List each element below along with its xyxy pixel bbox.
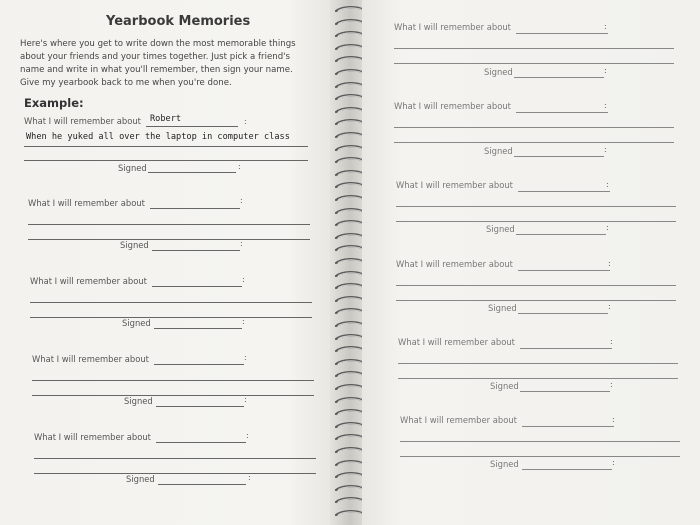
signed-label: Signed [488,303,517,313]
colon: : [242,275,245,284]
spiral-coil [335,308,365,314]
spiral-coil [335,359,365,365]
memory-line[interactable] [400,456,680,457]
spiral-coil [335,132,365,138]
spiral-coil [335,195,365,201]
intro-line: name and write in what you'll remember, then sign your name. [20,65,293,75]
colon: : [604,145,607,154]
colon: : [612,415,615,424]
signature-blank[interactable] [514,156,604,157]
spiral-coil [335,472,365,478]
signature-blank[interactable] [514,77,604,78]
spiral-coil [335,397,365,403]
spiral-coil [335,321,365,327]
memory-line[interactable] [30,302,312,303]
signature-blank[interactable] [152,250,240,251]
intro-line: about your friends and your times together. Just pick a friend's [20,52,290,62]
colon: : [604,101,607,110]
colon: : [612,458,615,467]
spiral-coil [335,233,365,239]
colon: : [244,117,247,126]
memory-line[interactable] [34,473,316,474]
page-title: Yearbook Memories [106,14,251,29]
name-blank[interactable] [522,426,614,427]
memory-line[interactable] [28,239,310,240]
memory-line[interactable] [398,363,678,364]
intro-line: Give my yearbook back to me when you're done. [20,78,232,88]
signed-label: Signed [484,67,513,77]
memory-line[interactable] [394,48,674,49]
entry-prompt[interactable]: What I will remember about [34,432,151,442]
memory-line[interactable] [28,224,310,225]
memory-line[interactable] [394,127,674,128]
colon: : [610,380,613,389]
signed-label: Signed [490,381,519,391]
spiral-coil [335,145,365,151]
colon: : [610,337,613,346]
intro-text [20,38,320,90]
memory-line[interactable] [394,142,674,143]
colon: : [608,259,611,268]
memory-line[interactable] [32,380,314,381]
spiral-coil [335,182,365,188]
intro-line: Here's where you get to write down the most memorable things [20,39,296,49]
memory-text: When he yuked all over the laptop in computer class [26,132,290,142]
spiral-coil [335,170,365,176]
spiral-coil [335,119,365,125]
right-page [362,0,700,525]
spiral-coil [335,434,365,440]
signature-blank[interactable] [520,391,610,392]
name-blank[interactable] [150,208,240,209]
colon: : [246,431,249,440]
signed-label: Signed [122,318,151,328]
signed-label: Signed [118,163,147,173]
spiral-coil [335,283,365,289]
memory-line[interactable] [30,317,312,318]
name-blank [146,126,238,127]
colon: : [248,473,251,482]
spiral-coil [335,157,365,163]
signed-label: Signed [486,224,515,234]
spiral-coil [335,371,365,377]
colon: : [606,223,609,232]
signature-blank[interactable] [516,234,606,235]
left-page [0,0,338,525]
spiral-coil [335,422,365,428]
entry-prompt[interactable]: What I will remember about [394,101,511,111]
spiral-coil [335,245,365,251]
spiral-coil [335,44,365,50]
colon: : [244,395,247,404]
colon: : [606,180,609,189]
name-blank[interactable] [516,112,608,113]
entry-prompt: What I will remember about [24,116,141,126]
memory-line[interactable] [398,378,678,379]
colon: : [242,317,245,326]
signature-blank[interactable] [158,484,246,485]
entry-prompt[interactable]: What I will remember about [32,354,149,364]
signed-label: Signed [120,240,149,250]
spiral-coil [335,460,365,466]
spiral-coil [335,6,365,12]
colon: : [608,302,611,311]
spiral-coil [335,334,365,340]
memory-line[interactable] [396,206,676,207]
memory-line[interactable] [396,285,676,286]
entry-prompt[interactable]: What I will remember about [396,180,513,190]
spiral-coil [335,208,365,214]
name-blank[interactable] [518,191,610,192]
entry-prompt[interactable]: What I will remember about [398,337,515,347]
spiral-coil [335,258,365,264]
signature-blank[interactable] [154,328,242,329]
signature-blank[interactable] [522,469,612,470]
spiral-coil [335,497,365,503]
entry-prompt[interactable]: What I will remember about [396,259,513,269]
signature-blank[interactable] [156,406,244,407]
colon: : [240,196,243,205]
memory-line[interactable] [396,300,676,301]
memory-line[interactable] [32,395,314,396]
spiral-coil [335,271,365,277]
spiral-coil [335,447,365,453]
spiral-coil [335,384,365,390]
entry-prompt[interactable]: What I will remember about [394,22,511,32]
spiral-coil [335,19,365,25]
example-heading: Example: [24,96,84,110]
spiral-coil [335,107,365,113]
name-blank[interactable] [152,286,242,287]
spiral-coil [335,409,365,415]
spiral-coil [335,485,365,491]
spiral-coil [335,510,365,516]
entry-prompt[interactable]: What I will remember about [28,198,145,208]
memory-line[interactable] [400,441,680,442]
colon: : [604,66,607,75]
colon: : [240,239,243,248]
entry-prompt[interactable]: What I will remember about [400,415,517,425]
name-blank[interactable] [154,364,244,365]
spiral-coil [335,82,365,88]
signed-label: Signed [484,146,513,156]
spiral-coil [335,346,365,352]
memory-line [24,146,308,147]
memory-line [24,160,308,161]
colon: : [238,162,241,171]
signature-blank[interactable] [518,313,608,314]
entry-prompt[interactable]: What I will remember about [30,276,147,286]
colon: : [244,353,247,362]
friend-name: Robert [150,114,182,124]
name-blank[interactable] [156,442,246,443]
name-blank[interactable] [516,33,608,34]
signed-label: Signed [124,396,153,406]
spiral-coil [335,94,365,100]
name-blank[interactable] [518,270,610,271]
memory-line[interactable] [396,221,676,222]
signature-blank [148,172,236,173]
spiral-coil [335,220,365,226]
spiral-coil [335,56,365,62]
memory-line[interactable] [394,63,674,64]
memory-line[interactable] [34,458,316,459]
name-blank[interactable] [520,348,612,349]
signed-label: Signed [126,474,155,484]
signed-label: Signed [490,459,519,469]
colon: : [604,22,607,31]
spiral-coil [335,296,365,302]
spiral-coil [335,69,365,75]
spiral-coil [335,31,365,37]
